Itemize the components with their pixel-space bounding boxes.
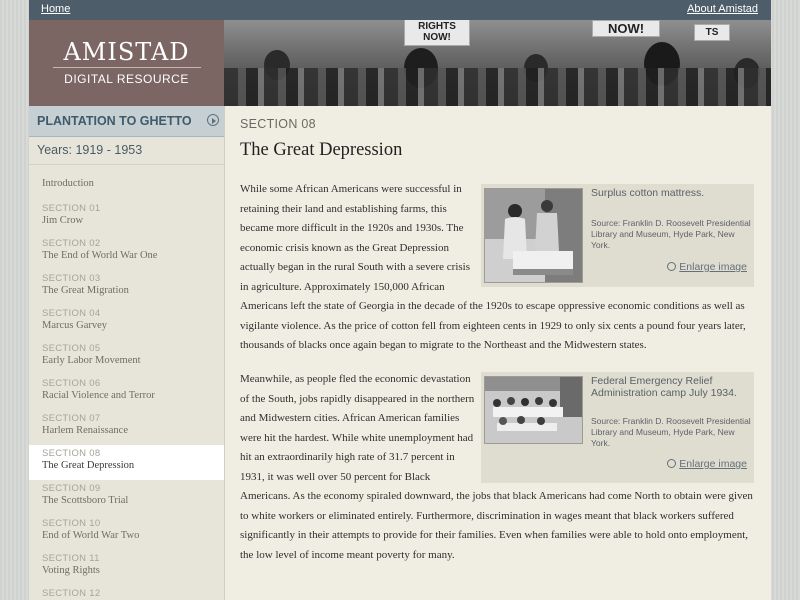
home-link[interactable]: Home (41, 3, 71, 15)
sidebar-item-label: The Great Depression (42, 460, 135, 471)
sidebar-item-scottsboro-trial[interactable] (29, 480, 224, 515)
sidebar-item-marcus-garvey[interactable] (29, 305, 224, 340)
sidebar-item-number: SECTION 02 (42, 238, 101, 249)
protest-sign: TS (694, 24, 730, 41)
sidebar-item-number: SECTION 10 (42, 518, 101, 529)
sidebar-item-label: Racial Violence and Terror (42, 390, 155, 401)
figure-float-spacer (479, 372, 757, 486)
sidebar-item-great-depression[interactable] (29, 445, 224, 480)
sidebar-item-label: Introduction (42, 178, 94, 189)
sidebar-item-number: SECTION 03 (42, 273, 101, 284)
header-banner-photo (224, 20, 771, 106)
sidebar-item-number: SECTION 05 (42, 343, 101, 354)
protest-sign: RIGHTS NOW! (404, 20, 470, 46)
sidebar-item-number: SECTION 07 (42, 413, 101, 424)
figure-float-spacer (479, 182, 757, 292)
page-frame (29, 0, 771, 600)
sidebar-item-number: SECTION 12 (42, 588, 101, 599)
sidebar-item-end-of-wwi[interactable] (29, 235, 224, 270)
body-paragraph (240, 370, 757, 565)
sidebar-item-voting-rights[interactable] (29, 550, 224, 585)
section-label: SECTION 08 (240, 117, 316, 131)
logo-subtitle: DIGITAL RESOURCE (64, 72, 189, 86)
sidebar-header[interactable] (29, 106, 224, 137)
sidebar-item-number: SECTION 09 (42, 483, 101, 494)
site-logo[interactable] (29, 20, 224, 106)
sidebar-item-label: Marcus Garvey (42, 320, 108, 331)
sidebar-item-label: The Scottsboro Trial (42, 495, 129, 506)
sidebar-item-section-12[interactable] (29, 585, 224, 600)
logo-brand: AMISTAD (63, 38, 190, 66)
sidebar-item-number: SECTION 01 (42, 203, 101, 214)
sidebar-item-number: SECTION 08 (42, 448, 101, 459)
sidebar-item-label: End of World War Two (42, 530, 140, 541)
sidebar-item-label: Jim Crow (42, 215, 84, 226)
figure-caption: Federal Emergency Relief Administration camp July 1934. (591, 375, 737, 399)
sidebar-item-label: The Great Migration (42, 285, 129, 296)
sidebar-item-label: Harlem Renaissance (42, 425, 129, 436)
sidebar-item-number: SECTION 04 (42, 308, 101, 319)
sidebar-item-great-migration[interactable] (29, 270, 224, 305)
sidebar-item-early-labor-movement[interactable] (29, 340, 224, 375)
enlarge-image-label: Enlarge image (679, 261, 747, 273)
sidebar-item-end-of-wwii[interactable] (29, 515, 224, 550)
about-amistad-link[interactable]: About Amistad (687, 3, 758, 15)
page-title: The Great Depression (240, 140, 403, 160)
main-content (224, 106, 771, 600)
sidebar-item-racial-violence[interactable] (29, 375, 224, 410)
sidebar-item-label: Voting Rights (42, 565, 100, 576)
sidebar-item-label: The End of World War One (42, 250, 158, 261)
sidebar-item-number: SECTION 06 (42, 378, 101, 389)
sidebar-item-jim-crow[interactable] (29, 200, 224, 235)
protest-sign: NOW! (592, 20, 660, 37)
top-bar (29, 0, 771, 20)
sidebar-item-harlem-renaissance[interactable] (29, 410, 224, 445)
paragraph-text: While some African Americans were successful in retaining their land and establishing farms, this became more difficult in the 1920s and 1930s. The economic crisis known as the Great Depression actually began in the rural South with a severe crisis in agriculture. Approximately 150,000 African Americans left the state of Georgia in the decade of the 1920s to escape oppressive economic conditions as well as vigilante violence. As the price of cotton fell from eighteen cents in 1929 to only six cents a pound four years later, thousands of blacks once again began to migrate to the Northeast and the Midwestern states. (240, 183, 746, 351)
crowd-silhouette (224, 68, 771, 106)
sidebar (29, 106, 225, 600)
paragraph-text: Meanwhile, as people fled the economic devastation of the South, jobs rapidly disappeared in the northern and Midwestern cities. African American families were hit the hardest. While white unemployment had hit an extraordinarily high rate of 31.7 percent in 1931, it was well over 50 percent for Black Americans. As the economy spiraled downward, the jobs that black Americans had come North to obtain were given to white workers or eliminated entirely. Furthermore, discrimination in wages meant that black workers suffered significantly in their attempts to provide for their families. Even when families were able to hold onto employment, the low level of income meant poverty for many. (240, 373, 753, 561)
play-icon[interactable] (207, 114, 219, 126)
figure-caption: Surplus cotton mattress. (591, 187, 705, 199)
figure-source: Source: Franklin D. Roosevelt Presidential Library and Museum, Hyde Park, New York. (591, 218, 751, 250)
years-range: Years: 1919 - 1953 (37, 143, 143, 157)
body-paragraph (240, 180, 757, 356)
enlarge-image-label: Enlarge image (679, 458, 747, 470)
sidebar-header-title: PLANTATION TO GHETTO (37, 114, 192, 128)
logo-divider (53, 67, 201, 68)
divider (29, 164, 224, 165)
sidebar-item-number: SECTION 11 (42, 553, 100, 564)
sidebar-item-label: Early Labor Movement (42, 355, 141, 366)
figure-source: Source: Franklin D. Roosevelt Presidential Library and Museum, Hyde Park, New York. (591, 416, 751, 448)
